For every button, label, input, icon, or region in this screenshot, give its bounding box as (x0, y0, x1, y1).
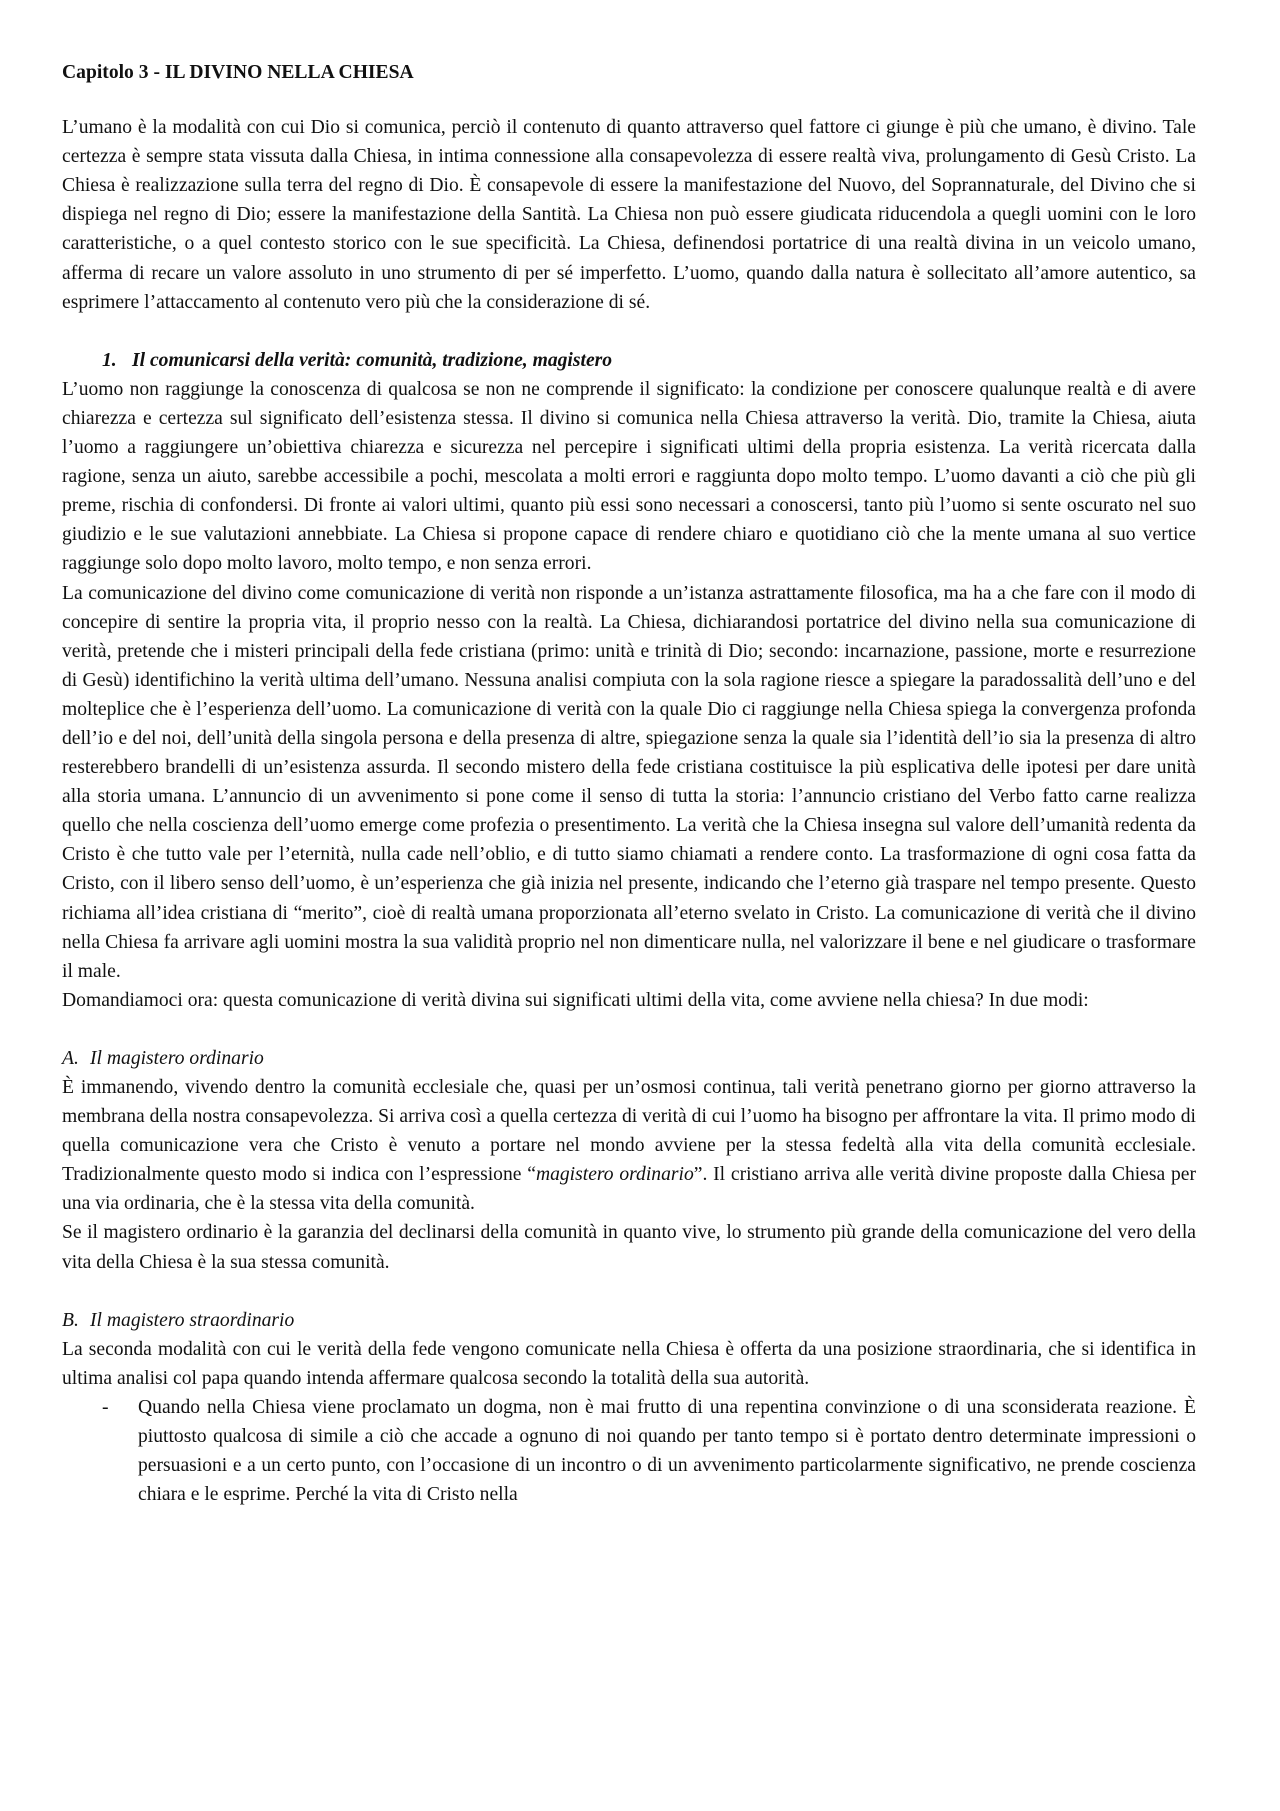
intro-paragraph: L’umano è la modalità con cui Dio si comunica, perciò il contenuto di quanto attraverso quel fattore ci giunge è più che umano, è divino. Tale certezza è sempre stata vissuta dalla Chiesa, in intima connessione alla consapevolezza di essere realtà viva, prolungamento di Gesù Cristo. La Chiesa è realizzazione sulla terra del regno di Dio. È consapevole di essere la manifestazione del Nuovo, del Soprannaturale, del Divino che si dispiega nel regno di Dio; essere la manifestazione della Santità. La Chiesa non può essere giudicata riducendola a quegli uomini con le loro caratteristiche, o a quel contesto storico con le sue specificità. La Chiesa, definendosi portatrice di una realtà divina in un veicolo umano, afferma di recare un valore assoluto in uno strumento di per sé imperfetto. L’uomo, quando dalla natura è sollecitato all’amore autentico, sa esprimere l’attaccamento al contenuto vero più che la considerazione di sé. (62, 117, 1196, 313)
subsection-heading-b (62, 1306, 1196, 1335)
section-title: Il comunicarsi della verità: comunità, tradizione, magistero (132, 349, 613, 371)
section-paragraph: La comunicazione del divino come comunicazione di verità non risponde a un’istanza astrattamente filosofica, ma ha a che fare con il modo di concepire di sentire la propria vita, il proprio nesso con la realtà. La Chiesa, dichiarandosi portatrice del divino nella sua comunicazione di verità, pretende che i misteri principali della fede cristiana (primo: unità e trinità di Dio; secondo: incarnazione, passione, morte e resurrezione di Gesù) identifichino la verità ultima dell’umano. Nessuna analisi compiuta con la sola ragione riesce a spiegare la paradossalità dell’uno e del molteplice che è l’esperienza dell’uomo. La comunicazione di verità con la quale Dio ci raggiunge nella Chiesa spiega la convergenza profonda dell’io e del noi, dell’unità della singola persona e della presenza di altre, spiegazione senza la quale sia l’identità dell’io sia la presenza di altro resterebbero brandelli di un’esistenza assurda. Il secondo mistero della fede cristiana costituisce la più esplicativa delle ipotesi per dare unità alla storia umana. L’annuncio di un avvenimento si pone come il senso di tutta la storia: l’annuncio cristiano del Verbo fatto carne realizza quello che nella coscienza dell’uomo emerge come profezia o presentimento. La verità che la Chiesa insegna sul valore dell’umanità redenta da Cristo è che tutto vale per l’eternità, nulla cade nell’oblio, e di tutto siamo chiamati a rendere conto. La trasformazione di ogni cosa fatta da Cristo, con il libero senso dell’uomo, è un’esperienza che già inizia nel presente, indicando che l’eterno già traspare nel tempo presente. Questo richiama all’idea cristiana di “merito”, cioè di realtà umana proporzionata all’eterno svelato in Cristo. La comunicazione di verità che il divino nella Chiesa fa arrivare agli uomini mostra la sua validità proprio nel non dimenticare nulla, nel valorizzare il bene e nel giudicare o trasformare il male. (62, 582, 1196, 982)
bullet-list (62, 1393, 1196, 1509)
section-paragraph: Domandiamoci ora: questa comunicazione di verità divina sui significati ultimi della vita, come avviene nella chiesa? In due modi: (62, 989, 1089, 1011)
document-page (62, 58, 1196, 1509)
section-number: 1. (102, 349, 117, 371)
chapter-title: Capitolo 3 - IL DIVINO NELLA CHIESA (62, 62, 414, 83)
subsection-letter: B. (62, 1309, 79, 1331)
list-item (62, 1393, 1196, 1509)
emphasis-text: magistero ordinario (535, 1164, 694, 1186)
subsection-title: Il magistero ordinario (90, 1047, 264, 1069)
subsection-a-paragraph (62, 1073, 1196, 1218)
subsection-b-paragraph: La seconda modalità con cui le verità della fede vengono comunicate nella Chiesa è offerta da una posizione straordinaria, che si identifica in ultima analisi col papa quando intenda affermare qualcosa secondo la totalità della sua autorità. (62, 1338, 1196, 1389)
list-item-text: Quando nella Chiesa viene proclamato un dogma, non è mai frutto di una repentina convinzione o di una sconsiderata reazione. È piuttosto qualcosa di simile a ciò che accade a ognuno di noi quando per tanto tempo si è portato dentro determinate impressioni o persuasioni e a un certo punto, con l’occasione di un incontro o di un avvenimento particolarmente significativo, ne prende coscienza chiara e le esprime. Perché la vita di Cristo nella (138, 1396, 1196, 1506)
section-heading (62, 346, 1196, 375)
subsection-heading-a (62, 1044, 1196, 1073)
text-run: È immanendo, vivendo dentro la comunità ecclesiale che, quasi per un’osmosi continua, tali verità penetrano giorno per giorno attraverso la membrana della nostra consapevolezza. Si arriva così a quella certezza di verità di cui l’uomo ha bisogno per affrontare la vita. Il primo modo di quella comunicazione vera che Cristo è venuto a portare nel mondo avviene per la stessa fedeltà alla vita della comunità ecclesiale. Tradizionalmente questo modo si indica con l’espressione “ (62, 1077, 1196, 1186)
subsection-a-paragraph: Se il magistero ordinario è la garanzia del declinarsi della comunità in quanto vive, lo strumento più grande della comunicazione del vero della vita della Chiesa è la sua stessa comunità. (62, 1222, 1196, 1273)
section-paragraph: L’uomo non raggiunge la conoscenza di qualcosa se non ne comprende il significato: la condizione per conoscere qualunque realtà e di avere chiarezza e certezza sul significato dell’esistenza stessa. Il divino si comunica nella Chiesa attraverso la verità. Dio, tramite la Chiesa, aiuta l’uomo a raggiungere un’obiettiva chiarezza e sicurezza nel percepire i significati ultimi della propria esistenza. La verità ricercata dalla ragione, senza un aiuto, sarebbe accessibile a pochi, mescolata a molti errori e raggiunta dopo molto tempo. L’uomo davanti a ciò che più gli preme, rischia di confondersi. Di fronte ai valori ultimi, quanto più essi sono necessari a conoscersi, tanto più l’uomo si sente oscurato nel suo giudizio e le sue valutazioni annebbiate. La Chiesa si propone capace di rendere chiaro e quotidiano ciò che la mente umana al suo vertice raggiunge solo dopo molto lavoro, molto tempo, e non senza errori. (62, 378, 1196, 575)
bullet-dash: - (102, 1396, 109, 1418)
text-run: ”. Il cristiano arriva alle verità divine proposte dalla Chiesa per una via ordinaria, che è la stessa vita della comunità. (62, 1164, 1196, 1215)
subsection-title: Il magistero straordinario (90, 1309, 295, 1331)
subsection-letter: A. (62, 1047, 79, 1069)
